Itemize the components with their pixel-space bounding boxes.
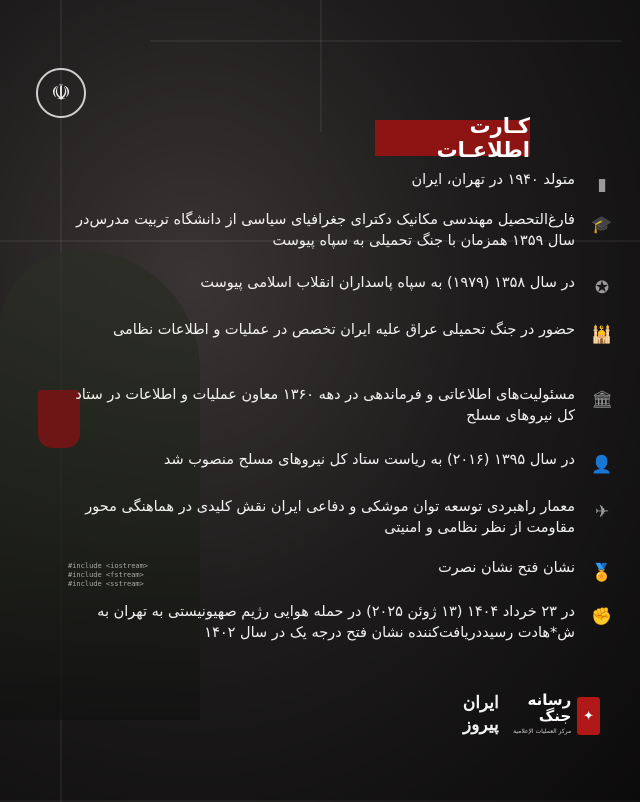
medal-icon: 🏅 bbox=[591, 563, 613, 583]
list-item bbox=[55, 385, 615, 427]
list-item bbox=[55, 273, 615, 301]
mosque-icon: 🕌 bbox=[591, 325, 613, 345]
code-line: #include <iostream> bbox=[68, 562, 149, 570]
logo-subtitle: مرکز العملیات الإعلامیة bbox=[513, 728, 572, 735]
code-snippet bbox=[68, 562, 148, 589]
item-text: حضور در جنگ تحمیلی عراق علیه ایران تخصص در عملیات و اطلاعات نظامی bbox=[112, 322, 575, 338]
card-title: کـارت اطلاعـات bbox=[375, 120, 530, 156]
resane-jang-logo bbox=[500, 692, 600, 740]
item-text: در سال ۱۳۹۵ (۲۰۱۶) به ریاست ستاد کل نیروهای مسلح منصوب شد bbox=[163, 452, 575, 468]
graduation-cap-icon: 🎓 bbox=[591, 215, 613, 235]
officer-icon: 👤 bbox=[591, 455, 613, 475]
list-item bbox=[55, 170, 615, 198]
candle-icon: ▮ bbox=[597, 175, 607, 195]
item-text: در سال ۱۳۵۸ (۱۹۷۹) به سپاه پاسداران انقلاب اسلامی پیوست bbox=[200, 275, 575, 291]
list-item bbox=[55, 602, 615, 644]
item-text: فارغ‌التحصیل مهندسی مکانیک دکترای جغرافیای سیاسی از دانشگاه تربیت مدرس‌در سال ۱۳۵۹ همزمان با جنگ تحمیلی به سپاه پیوست bbox=[76, 212, 575, 249]
insignia-icon: ✪ bbox=[594, 278, 610, 298]
iran-pirooz-logo: ایران پیروز bbox=[462, 693, 500, 735]
fist-icon: ✊ bbox=[591, 607, 613, 627]
list-item bbox=[55, 210, 615, 252]
item-text: متولد ۱۹۴۰ در تهران، ایران bbox=[411, 172, 575, 188]
item-text: نشان فتح نشان نصرت bbox=[438, 560, 575, 576]
iran-emblem-icon: ☫ bbox=[36, 68, 86, 118]
building-icon: 🏛 bbox=[591, 390, 613, 410]
item-text: مسئولیت‌های اطلاعاتی و فرماندهی در دهه ۱۳۶۰ معاون عملیات و اطلاعات در ستاد کل نیروهای مسلح bbox=[75, 387, 575, 424]
list-item bbox=[55, 497, 615, 539]
list-item bbox=[55, 450, 615, 478]
missile-icon: ✈ bbox=[594, 502, 610, 522]
logo-name: رسانه جنگ bbox=[527, 691, 572, 725]
logo-mark-icon: ✦ bbox=[577, 697, 600, 735]
item-text: معمار راهبردی توسعه توان موشکی و دفاعی ایران نقش کلیدی در هماهنگی محور مقاومت از نظر نظامی و امنیتی bbox=[85, 499, 575, 536]
list-item bbox=[55, 320, 615, 348]
item-text: در ۲۳ خرداد ۱۴۰۴ (۱۳ ژوئن ۲۰۲۵) در حمله هوایی رژیم صهیونیستی به تهران به ش*هادت رسیددریافت‌کننده نشان فتح درجه یک در سال ۱۴۰۲ bbox=[97, 604, 575, 641]
code-line: #include <sstream> bbox=[68, 580, 144, 588]
code-line: #include <fstream> bbox=[68, 571, 144, 579]
